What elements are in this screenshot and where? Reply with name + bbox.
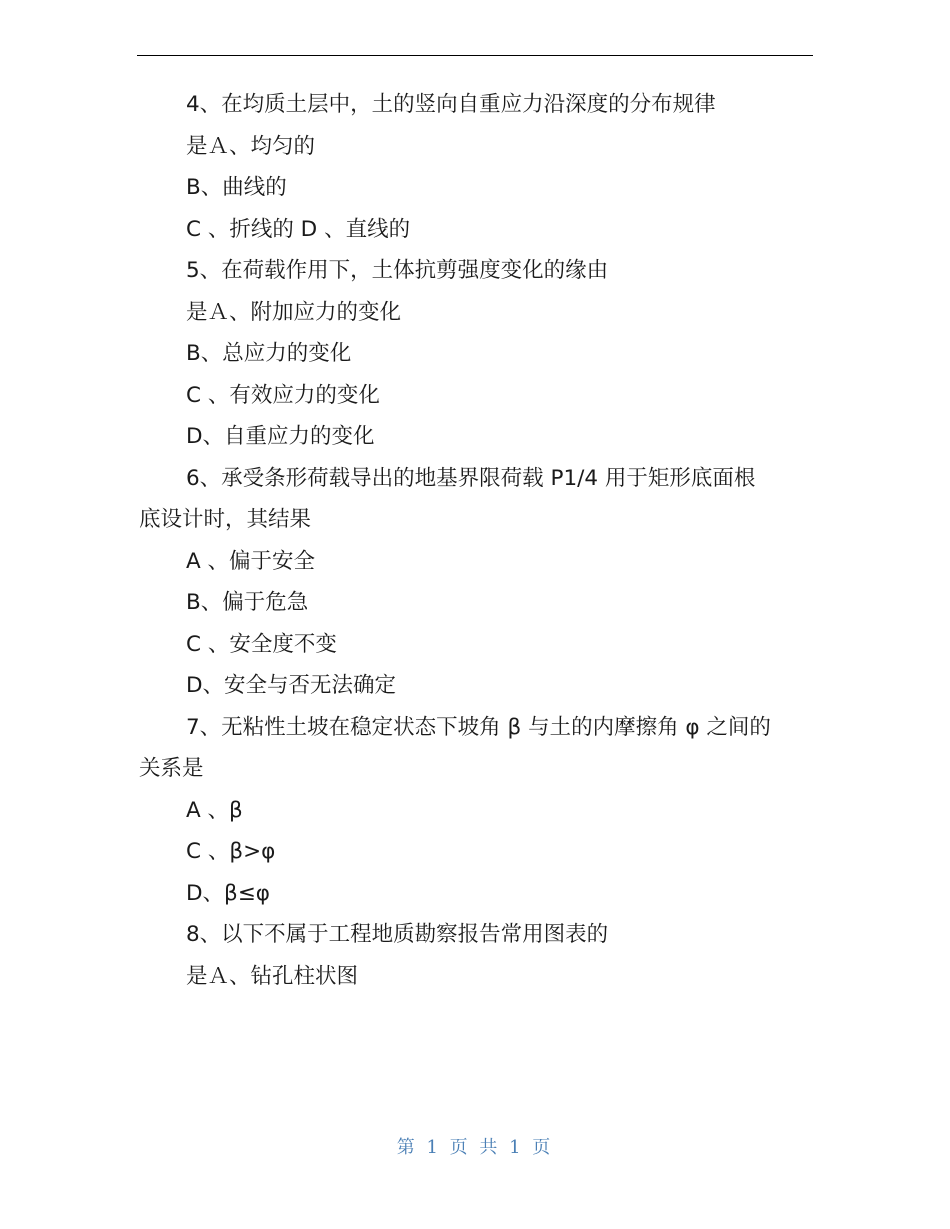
question-7-option-a: A 、β: [186, 797, 243, 823]
question-5-option-a: 是Ａ、附加应力的变化: [186, 299, 402, 325]
question-8-option-a: 是Ａ、钻孔柱状图: [186, 963, 359, 989]
question-6-stem-continued: 底设计时，其结果: [139, 507, 312, 532]
question-4-option-cd: C 、折线的 D 、直线的: [186, 216, 411, 242]
question-6-option-b: B、偏于危急: [186, 590, 309, 615]
question-7-option-c: C 、β>φ: [186, 839, 276, 864]
question-7-stem: 7、无粘性土坡在稳定状态下坡角 β 与土的内摩擦角 φ 之间的: [186, 714, 771, 740]
question-5-option-c: C 、有效应力的变化: [186, 382, 380, 408]
question-6-option-c: C 、安全度不变: [186, 631, 337, 657]
question-5-stem: 5、在荷载作用下，土体抗剪强度变化的缘由: [186, 258, 609, 283]
page-number-footer: 第 1 页 共 1 页: [396, 1137, 554, 1158]
question-6-option-d: D、安全与否无法确定: [186, 673, 397, 698]
question-8-stem: 8、以下不属于工程地质勘察报告常用图表的: [186, 922, 609, 947]
question-7-option-d: D、β≤φ: [186, 880, 270, 906]
question-5-option-b: B、总应力的变化: [186, 341, 352, 366]
question-7-stem-continued: 关系是: [139, 756, 204, 781]
document-body: [139, 84, 811, 997]
question-5-option-d: D、自重应力的变化: [186, 424, 375, 449]
question-6-option-a: A 、偏于安全: [186, 548, 316, 574]
question-6-stem: 6、承受条形荷载导出的地基界限荷载 P1/4 用于矩形底面根: [186, 465, 756, 491]
question-4-option-b: B、曲线的: [186, 175, 287, 200]
question-4-option-a: 是Ａ、均匀的: [186, 133, 316, 159]
question-4-stem: 4、在均质土层中，土的竖向自重应力沿深度的分布规律: [186, 92, 716, 117]
header-rule: [137, 55, 813, 56]
